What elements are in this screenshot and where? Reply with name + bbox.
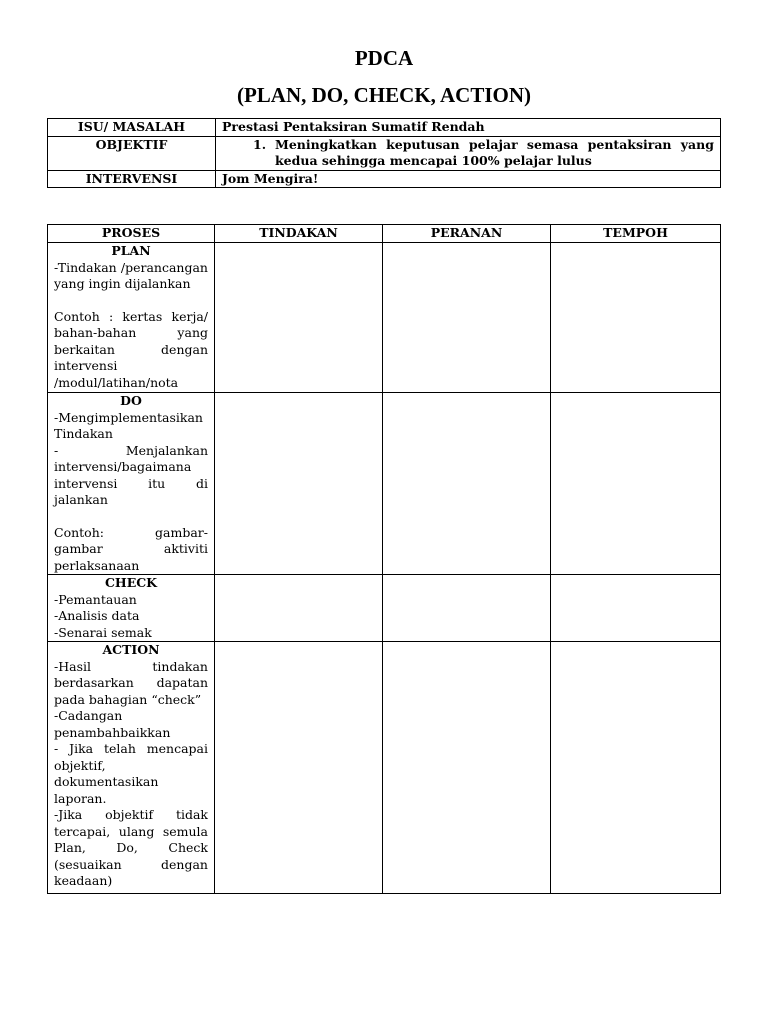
issue-row	[48, 119, 721, 137]
proses-cell	[48, 243, 215, 393]
objective-value: Meningkatkan keputusan pelajar semasa pentaksiran yang kedua sehingga mencapai 100% pelajar lulus	[275, 136, 714, 168]
peranan-cell[interactable]	[383, 393, 551, 575]
table-row	[48, 575, 721, 642]
objective-cell	[216, 136, 721, 170]
stage-description: -Hasil tindakan berdasarkan dapatan pada bahagian “check” -Cadangan penambahbaikkan - Jika telah mencapai objektif, dokumentasikan laporan. -Jika objektif tidak tercapai, ulang semula Plan, Do, Check (sesuaikan dengan keadaan)	[54, 658, 208, 888]
intervention-value: Jom Mengira!	[216, 170, 721, 188]
page-title: PDCA	[354, 46, 414, 70]
tindakan-cell[interactable]	[215, 243, 383, 393]
pdca-table	[47, 224, 721, 894]
stage-label: PLAN	[111, 243, 151, 258]
stage-example: Contoh: gambar-gambar aktiviti perlaksanaan	[54, 524, 208, 573]
tempoh-cell[interactable]	[551, 575, 721, 642]
peranan-cell[interactable]	[383, 243, 551, 393]
tempoh-cell[interactable]	[551, 642, 721, 894]
intervention-row	[48, 170, 721, 188]
objective-number: 1.	[253, 136, 267, 152]
objective-row	[48, 136, 721, 170]
stage-description: -Pemantauan -Analisis data -Senarai semak	[54, 591, 152, 640]
stage-label: DO	[120, 393, 142, 408]
stage-label: CHECK	[104, 575, 158, 590]
tempoh-cell[interactable]	[551, 243, 721, 393]
table-row	[48, 393, 721, 575]
stage-description: -Mengimplementasikan Tindakan - Menjalankan intervensi/bagaimana intervensi itu di jalankan	[54, 409, 208, 507]
proses-cell	[48, 575, 215, 642]
issue-value: Prestasi Pentaksiran Sumatif Rendah	[216, 119, 721, 137]
header-peranan: PERANAN	[383, 225, 551, 243]
tindakan-cell[interactable]	[215, 575, 383, 642]
stage-example: Contoh : kertas kerja/ bahan-bahan yang berkaitan dengan intervensi /modul/latihan/nota	[54, 308, 208, 390]
header-row	[48, 225, 721, 243]
tindakan-cell[interactable]	[215, 642, 383, 894]
objective-label: OBJEKTIF	[48, 136, 216, 170]
stage-description: -Tindakan /perancangan yang ingin dijalankan	[54, 259, 208, 291]
issue-table	[47, 118, 721, 188]
intervention-label: INTERVENSI	[48, 170, 216, 188]
stage-label: ACTION	[102, 642, 160, 657]
tempoh-cell[interactable]	[551, 393, 721, 575]
table-row	[48, 642, 721, 894]
issue-label: ISU/ MASALAH	[48, 119, 216, 137]
tindakan-cell[interactable]	[215, 393, 383, 575]
peranan-cell[interactable]	[383, 575, 551, 642]
table-row	[48, 243, 721, 393]
peranan-cell[interactable]	[383, 642, 551, 894]
proses-cell	[48, 642, 215, 894]
header-tindakan: TINDAKAN	[215, 225, 383, 243]
proses-cell	[48, 393, 215, 575]
header-proses: PROSES	[48, 225, 215, 243]
header-tempoh: TEMPOH	[551, 225, 721, 243]
page-subtitle: (PLAN, DO, CHECK, ACTION)	[236, 83, 531, 107]
